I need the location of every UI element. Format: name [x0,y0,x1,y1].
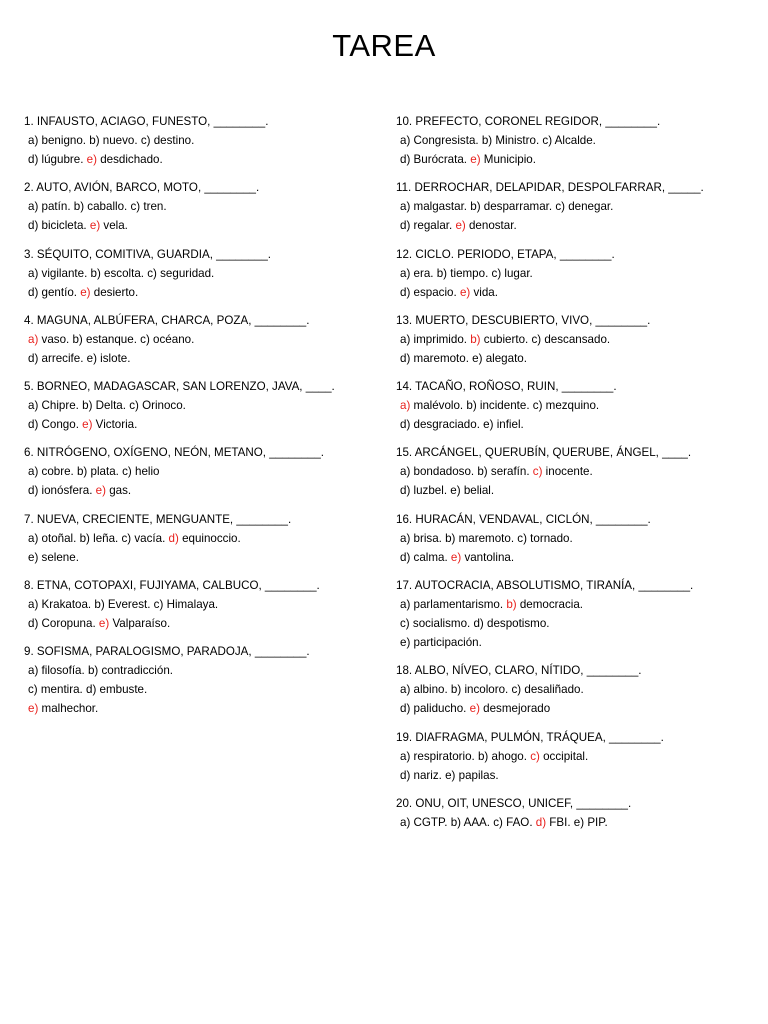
option-text: desierto. [90,285,139,299]
option-text: vacía. [131,531,169,545]
option-letter: c) [542,134,553,147]
option-text: destino. [150,134,195,147]
marked-option-letter: e) [95,484,106,498]
answer-options-line [396,283,756,302]
option-letter: c) [555,200,565,214]
option-letter: b) [72,332,83,346]
answer-options-line [396,150,756,169]
answer-options-line [396,415,756,434]
answer-options-line [396,813,756,832]
answer-options-line [24,330,374,349]
option-text: Coropuna. [38,617,99,631]
marked-option-letter: e) [80,285,91,299]
marked-option-letter: e) [469,702,480,716]
question-item [396,510,756,567]
option-text: vigilante. [38,266,91,280]
option-text: Delta. [92,399,130,413]
option-letter: a) [28,266,39,280]
option-letter: e) [445,768,456,782]
option-letter: e) [28,550,39,564]
option-text: malgastar. [410,200,471,214]
option-letter: d) [28,351,39,365]
option-text: Valparaíso. [109,617,171,631]
answer-options-line [396,548,756,567]
option-letter: c) [140,134,151,147]
option-text: islote. [96,351,131,365]
option-letter: e) [573,815,585,829]
option-text: FAO. [502,815,536,829]
option-letter: b) [481,134,493,147]
answer-options-line [396,529,756,548]
option-letter: a) [400,749,411,763]
option-text: caballo. [84,200,131,214]
option-text: bondadoso. [410,465,478,479]
option-text: tiempo. [447,266,492,280]
question-item [24,311,374,368]
page-title: TAREA [332,28,436,63]
option-letter: a) [28,598,39,612]
option-text: Congresista. [410,134,482,147]
answer-options-line [24,197,374,216]
option-text: nariz. [410,768,446,782]
option-text: brisa. [410,531,446,545]
option-text: malhechor. [38,702,99,716]
answer-options-line [396,396,756,415]
option-text: seguridad. [156,266,215,280]
question-item [396,112,756,169]
option-text: alegato. [482,351,527,365]
option-text: arrecife. [38,351,87,365]
question-item [24,642,374,718]
marked-option-letter: e) [89,219,101,233]
option-letter: d) [28,285,39,299]
option-text: ahogo. [488,749,531,763]
answer-options-line [24,150,374,169]
option-letter: d) [473,617,484,631]
question-item [24,510,374,567]
option-letter: d) [28,418,39,432]
answer-options-line [396,462,756,481]
option-text: mezquino. [542,399,600,413]
answer-options-line [396,131,756,150]
option-text: vela. [100,219,128,233]
option-letter: a) [400,683,411,697]
answer-options-line [24,216,374,235]
question-prompt: 5. BORNEO, MADAGASCAR, SAN LORENZO, JAVA, ____. [24,380,335,394]
option-text: Krakatoa. [38,598,95,612]
option-letter: a) [400,332,411,346]
marked-option-letter: e) [28,702,39,716]
option-text: Alcalde. [552,134,596,147]
option-text: equinoccio. [178,531,241,545]
option-text: embuste. [96,683,148,697]
question-prompt: 17. AUTOCRACIA, ABSOLUTISMO, TIRANÍA, ________. [396,579,694,593]
option-letter: a) [28,664,39,678]
option-text: calma. [410,550,451,564]
option-letter: a) [400,815,411,829]
option-text: incidente. [476,399,533,413]
option-text: denostar. [465,219,517,233]
option-letter: a) [400,598,411,612]
marked-option-letter: b) [470,332,481,346]
option-letter: e) [483,418,494,432]
option-text: océano. [149,332,195,346]
marked-option-letter: c) [532,465,543,479]
option-letter: a) [400,531,411,545]
option-text: imprimido. [410,332,471,346]
question-prompt: 11. DERROCHAR, DELAPIDAR, DESPOLFARRAR, _____. [396,181,704,195]
answer-options-line [396,699,756,718]
option-letter: c) [121,531,132,545]
question-prompt: 18. ALBO, NÍVEO, CLARO, NÍTIDO, ________. [396,664,642,678]
option-text: nuevo. [99,134,141,147]
question-prompt: 19. DIAFRAGMA, PULMÓN, TRÁQUEA, ________. [396,730,664,744]
option-text: tornado. [526,531,573,545]
question-prompt: 8. ETNA, COTOPAXI, FUJIYAMA, CALBUCO, ________. [24,579,320,593]
answer-options-line [24,131,374,150]
option-text: desaliñado. [521,683,584,697]
option-text: Everest. [104,598,154,612]
option-letter: a) [400,266,411,280]
answer-options-line [396,766,756,785]
option-text: albino. [410,683,451,697]
option-letter: c) [491,266,502,280]
answer-options-line [24,283,374,302]
option-letter: c) [511,683,522,697]
option-letter: b) [73,200,85,214]
option-letter: c) [532,399,543,413]
option-text: plata. [87,465,123,479]
option-text: infiel. [493,418,524,432]
answer-options-line [24,415,374,434]
option-letter: c) [153,598,164,612]
option-text: belial. [460,484,495,498]
option-letter: a) [28,134,39,147]
question-prompt: 4. MAGUNA, ALBÚFERA, CHARCA, POZA, ________. [24,313,310,327]
option-text: desparramar. [480,200,556,214]
answer-options-line [396,633,756,652]
option-text: filosofía. [38,664,88,678]
option-letter: d) [400,484,411,498]
option-text: estanque. [82,332,141,346]
answer-options-line [24,699,374,718]
answer-options-line [396,197,756,216]
answer-options-line [396,481,756,500]
answer-options-line [24,349,374,368]
option-text: bicicleta. [38,219,90,233]
question-prompt: 2. AUTO, AVIÓN, BARCO, MOTO, ________. [24,181,260,195]
question-item [24,443,374,500]
answer-options-line [396,595,756,614]
option-text: maremoto. [410,351,473,365]
option-text: lugar. [501,266,533,280]
option-text: otoñal. [38,531,80,545]
option-letter: c) [517,531,527,545]
option-text: vida. [470,285,498,299]
question-item [24,178,374,235]
marked-option-letter: b) [506,598,517,612]
option-letter: b) [445,531,456,545]
option-text: respiratorio. [410,749,478,763]
marked-option-letter: e) [450,550,462,564]
option-text: ionósfera. [38,484,96,498]
marked-option-letter: e) [470,153,481,166]
marked-option-letter: e) [98,617,110,631]
answer-options-line [396,680,756,699]
option-letter: b) [94,598,105,612]
answer-options-line [24,595,374,614]
option-text: escolta. [100,266,148,280]
option-letter: b) [76,465,88,479]
option-letter: e) [472,351,483,365]
marked-option-letter: e) [459,285,471,299]
question-item [396,661,756,718]
option-letter: e) [400,636,411,650]
question-item [396,178,756,235]
option-text: parlamentarismo. [410,598,507,612]
option-text: cubierto. [480,332,532,346]
option-text: selene. [38,550,79,564]
question-prompt: 14. TACAÑO, ROÑOSO, RUIN, ________. [396,380,617,394]
marked-option-letter: a) [400,399,411,413]
option-text: Ministro. [492,134,543,147]
option-letter: d) [86,683,97,697]
question-prompt: 7. NUEVA, CRECIENTE, MENGUANTE, ________. [24,512,292,526]
option-letter: b) [450,815,461,829]
option-text: descansado. [541,332,611,346]
option-text: democracia. [516,598,584,612]
option-text: contradicción. [98,664,174,678]
option-letter: d) [400,768,411,782]
option-text: paliducho. [410,702,470,716]
option-letter: d) [400,219,411,233]
option-letter: d) [28,219,39,233]
marked-option-letter: e) [82,418,93,432]
option-letter: c) [28,683,38,697]
question-item [396,377,756,434]
option-letter: c) [122,465,132,479]
marked-option-letter: a) [28,332,39,346]
option-letter: d) [400,418,411,432]
option-letter: c) [129,399,139,413]
option-text: luzbel. [410,484,451,498]
option-text: despotismo. [483,617,550,631]
option-letter: b) [82,399,93,413]
question-prompt: 6. NITRÓGENO, OXÍGENO, NEÓN, METANO, ________. [24,446,325,460]
answer-options-line [24,529,374,548]
option-letter: d) [400,550,411,564]
option-letter: d) [400,702,411,716]
option-letter: a) [400,134,411,147]
question-item [396,311,756,368]
question-item [396,728,756,785]
option-text: malévolo. [410,399,467,413]
option-letter: b) [87,664,99,678]
option-letter: b) [470,200,481,214]
answer-options-line [396,264,756,283]
option-text: papilas. [455,768,499,782]
option-text: incoloro. [461,683,512,697]
option-letter: a) [28,465,39,479]
option-letter: c) [140,332,150,346]
question-prompt: 15. ARCÁNGEL, QUERUBÍN, QUERUBE, ÁNGEL, ____. [396,446,692,460]
option-text: AAA. [461,815,494,829]
option-letter: a) [400,465,411,479]
option-text: mentira. [37,683,86,697]
option-letter: c) [400,617,410,631]
marked-option-letter: e) [86,153,97,166]
option-letter: a) [400,200,411,214]
option-text: serafín. [487,465,533,479]
answer-options-line [24,680,374,699]
question-item [396,576,756,652]
question-item [396,245,756,302]
option-letter: d) [400,285,411,299]
answer-options-line [24,396,374,415]
option-letter: e) [450,484,461,498]
question-prompt: 12. CICLO. PERIODO, ETAPA, ________. [396,247,615,261]
option-text: era. [410,266,437,280]
marked-option-letter: d) [535,815,547,829]
option-text: leña. [89,531,122,545]
option-text: Municipio. [480,153,536,166]
question-item [396,443,756,500]
option-letter: e) [86,351,97,365]
option-letter: b) [450,683,462,697]
option-letter: b) [90,266,101,280]
option-letter: d) [28,484,39,498]
question-item [24,377,374,434]
option-letter: c) [130,200,141,214]
option-text: Himalaya. [163,598,219,612]
option-letter: a) [28,200,39,214]
question-item [24,576,374,633]
option-letter: d) [400,153,411,166]
option-text: vaso. [38,332,73,346]
option-text: benigno. [38,134,90,147]
option-text: patín. [38,200,74,214]
option-letter: b) [477,465,488,479]
answer-options-line [396,614,756,633]
option-text: cobre. [38,465,77,479]
option-letter: b) [89,134,100,147]
answer-options-line [24,264,374,283]
option-text: FBI. [546,815,574,829]
option-text: Congo. [38,418,83,432]
option-text: Chipre. [38,399,83,413]
option-text: vantolina. [461,550,515,564]
question-item [24,112,374,169]
left-question-column [24,112,374,728]
option-letter: c) [531,332,542,346]
question-prompt: 20. ONU, OIT, UNESCO, UNICEF, ________. [396,796,632,810]
answer-options-line [396,216,756,235]
answer-options-line [396,747,756,766]
option-letter: a) [28,531,39,545]
answer-options-line [24,481,374,500]
option-text: espacio. [410,285,460,299]
option-text: occipital. [539,749,589,763]
option-text: helio [131,465,160,479]
right-question-column [396,112,756,841]
option-text: denegar. [564,200,614,214]
option-text: desgraciado. [410,418,484,432]
answer-options-line [396,330,756,349]
answer-options-line [24,548,374,567]
option-letter: c) [493,815,503,829]
option-text: PIP. [584,815,608,829]
marked-option-letter: c) [530,749,540,763]
answer-options-line [396,349,756,368]
option-text: CGTP. [410,815,451,829]
option-letter: b) [466,399,477,413]
option-text: desmejorado [479,702,551,716]
option-text: Orinoco. [138,399,186,413]
question-prompt: 16. HURACÁN, VENDAVAL, CICLÓN, ________. [396,512,651,526]
question-item [396,794,756,832]
answer-options-line [24,661,374,680]
option-text: regalar. [410,219,456,233]
option-letter: b) [79,531,90,545]
question-prompt: 10. PREFECTO, CORONEL REGIDOR, ________. [396,115,661,128]
option-letter: b) [477,749,489,763]
option-letter: d) [28,617,39,631]
question-prompt: 1. INFAUSTO, ACIAGO, FUNESTO, ________. [24,115,269,128]
option-text: inocente. [542,465,593,479]
option-text: gas. [105,484,132,498]
option-letter: d) [28,153,39,166]
option-letter: c) [147,266,157,280]
question-prompt: 13. MUERTO, DESCUBIERTO, VIVO, ________. [396,313,651,327]
option-letter: a) [28,399,39,413]
option-text: socialismo. [409,617,474,631]
question-item [24,245,374,302]
option-text: Burócrata. [410,153,471,166]
option-letter: d) [400,351,411,365]
option-text: gentío. [38,285,81,299]
answer-options-line [24,614,374,633]
option-text: participación. [410,636,482,650]
option-text: Victoria. [92,418,138,432]
option-text: tren. [140,200,167,214]
question-prompt: 3. SÉQUITO, COMITIVA, GUARDIA, ________. [24,247,271,261]
answer-options-line [24,462,374,481]
marked-option-letter: e) [455,219,466,233]
question-prompt: 9. SOFISMA, PARALOGISMO, PARADOJA, ________. [24,645,310,659]
option-text: maremoto. [455,531,518,545]
option-letter: b) [436,266,448,280]
marked-option-letter: d) [168,531,179,545]
option-text: lúgubre. [38,153,87,166]
option-text: desdichado. [96,153,163,166]
